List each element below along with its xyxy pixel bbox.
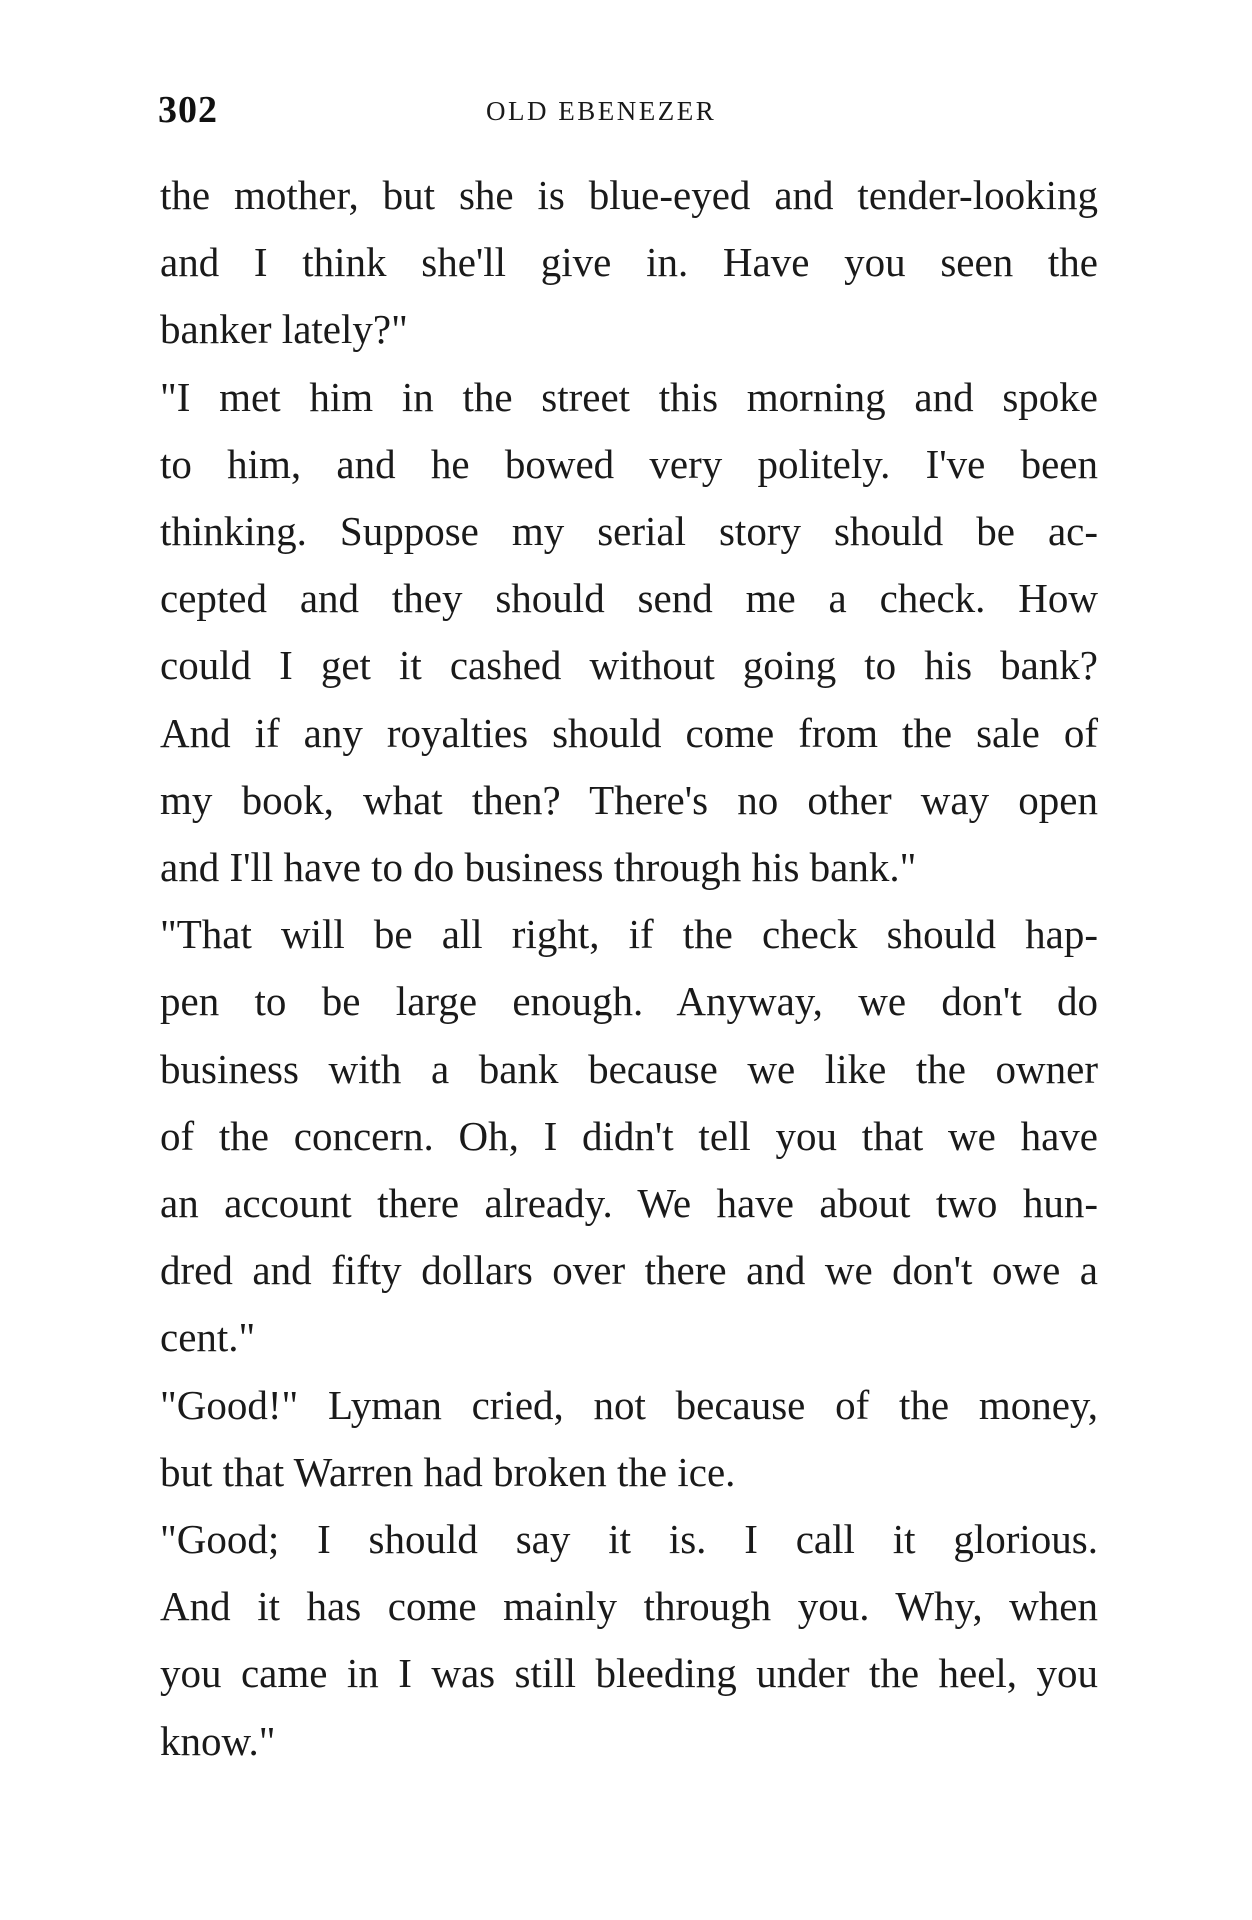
text-line: cepted and they should send me a check. How [160,575,1098,622]
running-head: OLD EBENEZER [486,96,717,126]
text-line: could I get it cashed without going to his bank? [160,642,1098,689]
text-line: business with a bank because we like the owner [160,1045,1098,1092]
text-line: cent." [160,1314,256,1361]
text-line: "Good; I should say it is. I call it glorious. [160,1516,1098,1563]
text-line: and I think she'll give in. Have you seen the [160,239,1098,286]
text-line: pen to be large enough. Anyway, we don't do [160,978,1098,1025]
text-line: and I'll have to do business through his bank." [160,844,917,891]
text-line: of the concern. Oh, I didn't tell you that we have [160,1112,1098,1159]
page-header [158,88,1098,148]
text-line: dred and fifty dollars over there and we don't owe a [160,1247,1098,1294]
text-line: you came in I was still bleeding under the heel, you [160,1650,1098,1697]
text-line: the mother, but she is blue-eyed and tender-looking [160,172,1098,218]
text-line: my book, what then? There's no other way open [160,776,1098,823]
text-line: banker lately?" [160,306,408,353]
text-line: "Good!" Lyman cried, not because of the money, [160,1381,1098,1428]
text-line: thinking. Suppose my serial story should be ac- [160,508,1098,555]
text-line: "That will be all right, if the check should hap- [160,911,1098,958]
text-line: "I met him in the street this morning and spoke [160,373,1098,420]
text-line: know." [160,1717,276,1764]
text-line: but that Warren had broken the ice. [160,1448,736,1495]
text-line: an account there already. We have about two hun- [160,1180,1098,1227]
text-line: to him, and he bowed very politely. I've been [160,440,1098,487]
text-line: And it has come mainly through you. Why, when [160,1583,1098,1630]
page-number: 302 [158,89,218,131]
body-text [160,162,1098,1775]
text-line: And if any royalties should come from the sale of [160,709,1098,756]
